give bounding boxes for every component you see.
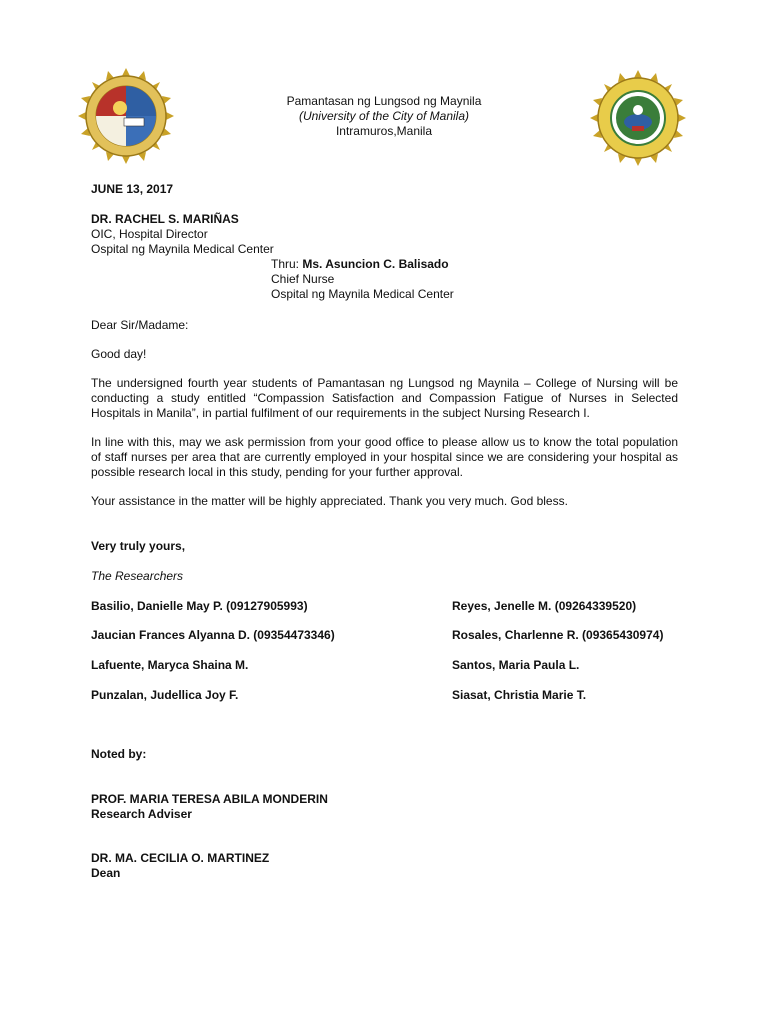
- researcher-name: Rosales, Charlenne R. (09365430974): [452, 628, 664, 642]
- body-paragraph-3: Your assistance in the matter will be highly appreciated. Thank you very much. God bless.: [91, 494, 568, 508]
- body-paragraph-2: In line with this, may we ask permission from your good office to please allow us to know the total population of staff nurses per area that are currently employed in your hospital since we are considering your hospital as possible research local in this study, pending for your further approval.: [91, 435, 678, 479]
- university-name: Pamantasan ng Lungsod ng Maynila: [286, 94, 482, 108]
- researcher-name: Basilio, Danielle May P. (09127905993): [91, 599, 308, 613]
- college-seal-logo: [590, 70, 686, 166]
- adviser-name: PROF. MARIA TERESA ABILA MONDERIN: [91, 792, 328, 806]
- researcher-name: Reyes, Jenelle M. (09264339520): [452, 599, 637, 613]
- thru-org: Ospital ng Maynila Medical Center: [271, 287, 454, 301]
- greeting: Good day!: [91, 347, 147, 361]
- thru-line: [271, 257, 449, 272]
- noted-by-label: Noted by:: [91, 747, 147, 761]
- salutation: Dear Sir/Madame:: [91, 318, 189, 332]
- researcher-name: Lafuente, Maryca Shaina M.: [91, 658, 249, 672]
- letter-date: JUNE 13, 2017: [91, 182, 174, 196]
- university-seal-logo: [78, 68, 174, 164]
- valediction: Very truly yours,: [91, 539, 186, 553]
- dean-title: Dean: [91, 866, 121, 880]
- thru-prefix: Thru:: [271, 257, 303, 271]
- adviser-title: Research Adviser: [91, 807, 192, 821]
- signatory: The Researchers: [91, 569, 184, 583]
- recipient-name: DR. RACHEL S. MARIÑAS: [91, 212, 239, 226]
- dean-name: DR. MA. CECILIA O. MARTINEZ: [91, 851, 270, 865]
- recipient-org: Ospital ng Maynila Medical Center: [91, 242, 274, 256]
- researcher-name: Santos, Maria Paula L.: [452, 658, 580, 672]
- university-location: Intramuros,Manila: [335, 124, 433, 138]
- researcher-name: Jaucian Frances Alyanna D. (09354473346): [91, 628, 335, 642]
- university-english-name: (University of the City of Manila): [298, 109, 470, 123]
- researcher-name: Punzalan, Judellica Joy F.: [91, 688, 239, 702]
- researcher-name: Siasat, Christia Marie T.: [452, 688, 587, 702]
- recipient-title: OIC, Hospital Director: [91, 227, 208, 241]
- body-paragraph-1: The undersigned fourth year students of Pamantasan ng Lungsod ng Maynila – College of Nursing will be conducting a study entitled “Compassion Satisfaction and Compassion Fatigue of Nurses in Selected Hospitals in Manila”, in partial fulfilment of our requirements in the subject Nursing Research I.: [91, 376, 678, 420]
- thru-title: Chief Nurse: [271, 272, 335, 286]
- thru-name: Ms. Asuncion C. Balisado: [302, 257, 449, 271]
